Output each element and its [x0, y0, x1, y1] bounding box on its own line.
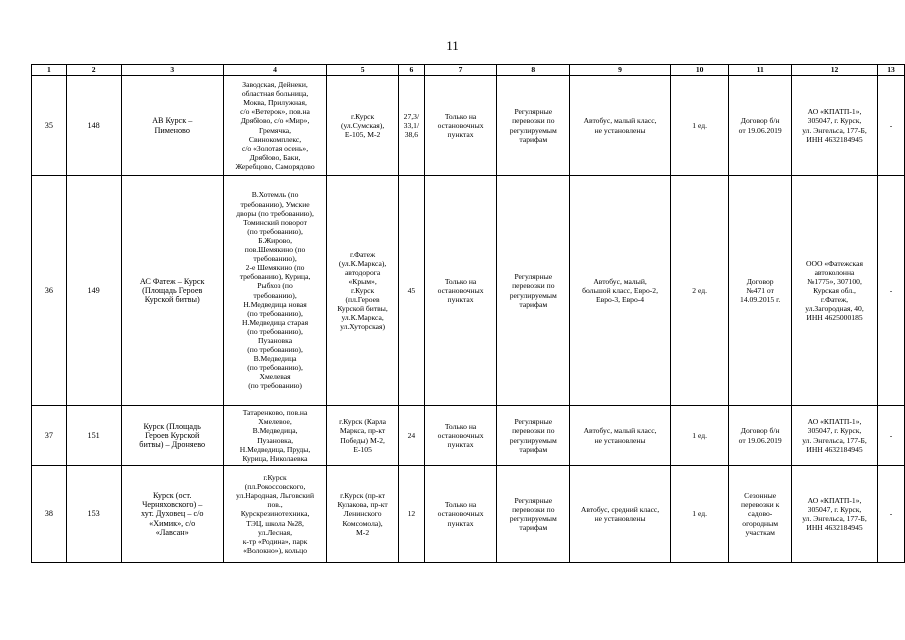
- page-number: 11: [446, 38, 459, 53]
- cell-route-name: АВ Курск – Пименово: [121, 76, 223, 176]
- cell-carrier: ООО «Фатежская автоколонна №1775», 307100, Курская обл., г.Фатеж, ул.Загородная, 40, ИНН 4625000185: [792, 176, 878, 406]
- cell-boarding: Только на остановочных пунктах: [424, 76, 497, 176]
- cell-route-name: Курск (ост. Черняховского) – хут. Духовец – с/о «Химик», с/о «Лавсан»: [121, 466, 223, 563]
- col-header-8: 8: [497, 65, 570, 76]
- cell-transport-type: Регулярные перевозки по регулируемым тарифам: [497, 466, 570, 563]
- col-header-9: 9: [570, 65, 671, 76]
- cell-stops: Заводская, Дейнеки, областная больница, Моква, Прилужная, с/о «Ветерок», пов.на Дрябłово, с/о «Мир», Гремячка, Свинокомплекс, с/о «Золотая осень», Дрябłово, Баки, Жеребцово, Саморядово: [223, 76, 326, 176]
- cell-stops: В.Хотемль (по требованию), Умские дворы (по требованию), Томинский поворот (по требованию), Б.Жирово, пов.Шемякино (по требованию), 2-е Шемякино (по требованию), Курица, Рыбхоз (по требованию), Н.Медведица новая (по требованию), Н.Медведица старая (по требованию), Пузановка (по требованию), В.Медведица (по требованию), Хмелевая (по требованию): [223, 176, 326, 406]
- cell-contract: Сезонные перевозки к садово- огородным участкам: [729, 466, 792, 563]
- cell-length: 27,3/ 33,1/ 38,6: [399, 76, 425, 176]
- cell-boarding: Только на остановочных пунктах: [424, 406, 497, 466]
- cell-carrier: АО «КПАТП-1», 305047, г. Курск, ул. Энгельса, 177-Б, ИНН 4632184945: [792, 76, 878, 176]
- col-header-6: 6: [399, 65, 425, 76]
- col-header-10: 10: [670, 65, 728, 76]
- cell-streets: г.Курск (пр-кт Кулакова, пр-кт Ленинского Комсомола), М-2: [327, 466, 399, 563]
- cell-route-number: 153: [66, 466, 121, 563]
- col-header-2: 2: [66, 65, 121, 76]
- cell-boarding: Только на остановочных пунктах: [424, 176, 497, 406]
- col-header-12: 12: [792, 65, 878, 76]
- cell-notes: -: [878, 466, 905, 563]
- cell-notes: -: [878, 176, 905, 406]
- col-header-7: 7: [424, 65, 497, 76]
- cell-streets: г.Фатеж (ул.К.Маркса), автодорога «Крым», г.Курск (пл.Героев Курской битвы, ул.К.Маркса, ул.Хуторская): [327, 176, 399, 406]
- col-header-1: 1: [32, 65, 67, 76]
- cell-route-number: 148: [66, 76, 121, 176]
- cell-transport-type: Регулярные перевозки по регулируемым тарифам: [497, 76, 570, 176]
- cell-vehicle-count: 1 ед.: [670, 406, 728, 466]
- table-row: [32, 176, 905, 406]
- cell-stops: Татаренково, пов.на Хмелевое, В.Медведица, Пузановка, Н.Медведица, Пруды, Курица, Николаевка: [223, 406, 326, 466]
- cell-transport-type: Регулярные перевозки по регулируемым тарифам: [497, 406, 570, 466]
- cell-transport-type: Регулярные перевозки по регулируемым тарифам: [497, 176, 570, 406]
- cell-route-name: АС Фатеж – Курск (Площадь Героев Курской битвы): [121, 176, 223, 406]
- cell-length: 45: [399, 176, 425, 406]
- cell-row-number: 37: [32, 406, 67, 466]
- cell-row-number: 38: [32, 466, 67, 563]
- col-header-11: 11: [729, 65, 792, 76]
- cell-vehicle-class: Автобус, малый класс, не установлены: [570, 76, 671, 176]
- cell-row-number: 35: [32, 76, 67, 176]
- table-row: [32, 76, 905, 176]
- cell-contract: Договор б/н от 19.06.2019: [729, 406, 792, 466]
- table-row: [32, 406, 905, 466]
- table-row: [32, 466, 905, 563]
- cell-vehicle-count: 2 ед.: [670, 176, 728, 406]
- cell-vehicle-class: Автобус, малый класс, не установлены: [570, 406, 671, 466]
- cell-contract: Договор б/н от 19.06.2019: [729, 76, 792, 176]
- header-row: [32, 65, 905, 76]
- cell-vehicle-class: Автобус, малый, большой класс, Евро-2, Евро-3, Евро-4: [570, 176, 671, 406]
- cell-vehicle-count: 1 ед.: [670, 466, 728, 563]
- cell-carrier: АО «КПАТП-1», 305047, г. Курск, ул. Энгельса, 177-Б, ИНН 4632184945: [792, 406, 878, 466]
- cell-vehicle-count: 1 ед.: [670, 76, 728, 176]
- col-header-3: 3: [121, 65, 223, 76]
- cell-route-number: 149: [66, 176, 121, 406]
- cell-route-number: 151: [66, 406, 121, 466]
- cell-length: 12: [399, 466, 425, 563]
- cell-stops: г.Курск (пл.Рокоссовского, ул.Народная, Льговский пов., Курскрезинотехника, ТЭЦ, школа №28, ул.Лесная, к-тр «Родина», парк «Волокно»), кольцо: [223, 466, 326, 563]
- cell-streets: г.Курск (Карла Маркса, пр-кт Победы) М-2, Е-105: [327, 406, 399, 466]
- cell-notes: -: [878, 76, 905, 176]
- cell-row-number: 36: [32, 176, 67, 406]
- col-header-13: 13: [878, 65, 905, 76]
- cell-streets: г.Курск (ул.Сумская), Е-105, М-2: [327, 76, 399, 176]
- cell-notes: -: [878, 406, 905, 466]
- cell-boarding: Только на остановочных пунктах: [424, 466, 497, 563]
- cell-route-name: Курск (Площадь Героев Курской битвы) – Дроняево: [121, 406, 223, 466]
- col-header-4: 4: [223, 65, 326, 76]
- route-register-table: [31, 64, 905, 563]
- cell-carrier: АО «КПАТП-1», 305047, г. Курск, ул. Энгельса, 177-Б, ИНН 4632184945: [792, 466, 878, 563]
- cell-vehicle-class: Автобус, средний класс, не установлены: [570, 466, 671, 563]
- cell-contract: Договор №471 от 14.09.2015 г.: [729, 176, 792, 406]
- col-header-5: 5: [327, 65, 399, 76]
- cell-length: 24: [399, 406, 425, 466]
